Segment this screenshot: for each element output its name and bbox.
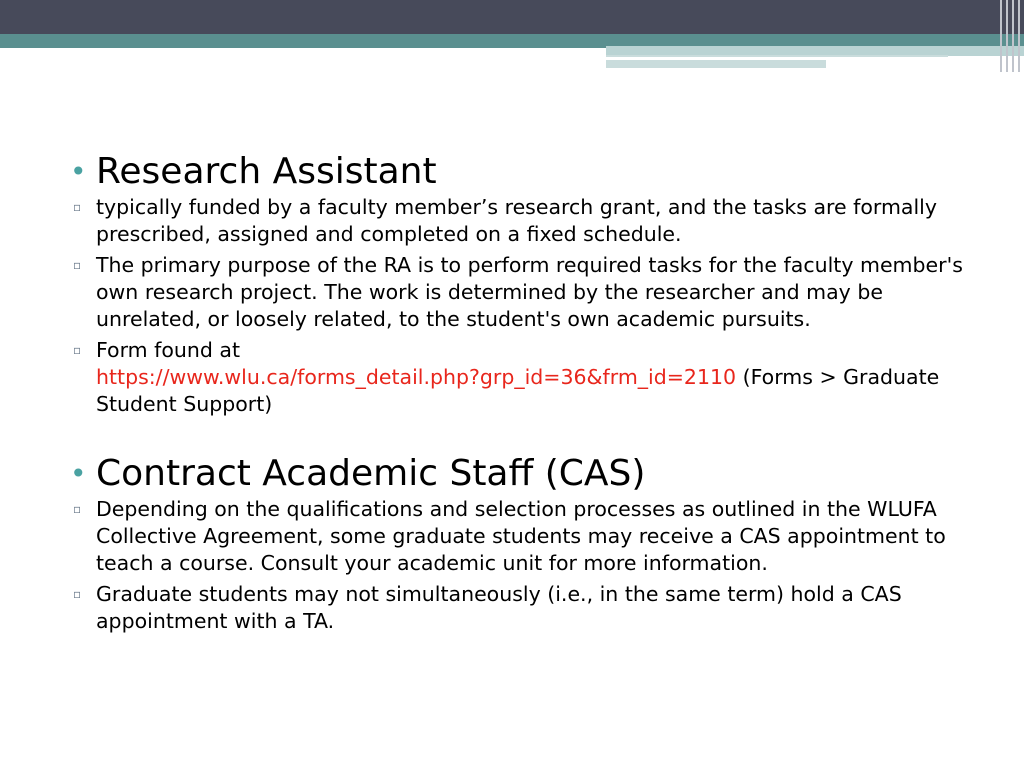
bullet-icon: • [70,457,87,490]
slide-body [70,150,970,639]
list-item: ▫ The primary purpose of the RA is to perform required tasks for the faculty member's own research project. The work is determined by the researcher and may be unrelated, or loosely related, to the student's own academic pursuits. [73,253,963,331]
bullet-icon: • [70,155,87,188]
list-item-form [70,337,970,418]
form-suffix: (Forms > Graduate Student Support) [96,365,940,416]
square-bullet-icon: ▫ [73,587,82,601]
section-heading: • Research Assistant [70,151,437,192]
top-bar [0,0,1024,34]
accent-line [606,55,948,57]
square-bullet-icon: ▫ [73,200,82,214]
corner-decoration [992,0,1024,72]
list-item: ▫ Graduate students may not simultaneously (i.e., in the same term) hold a CAS appointment with a TA. [73,582,902,633]
square-bullet-icon: ▫ [73,258,82,272]
accent-stripe-short [606,60,826,68]
form-prefix: Form found at [96,338,241,362]
square-bullet-icon: ▫ [73,502,82,516]
section-heading: • Contract Academic Staff (CAS) [70,453,646,494]
list-item: ▫ typically funded by a faculty member’s research grant, and the tasks are formally prescribed, assigned and completed on a fixed schedule. [73,195,938,246]
square-bullet-icon: ▫ [73,343,82,357]
form-link[interactable]: https://www.wlu.ca/forms_detail.php?grp_id=36&frm_id=2110 [96,365,737,389]
list-item: ▫ Depending on the qualifications and selection processes as outlined in the WLUFA Collective Agreement, some graduate students may receive a CAS appointment to teach a course. Consult your academic unit for more information. [73,497,946,575]
